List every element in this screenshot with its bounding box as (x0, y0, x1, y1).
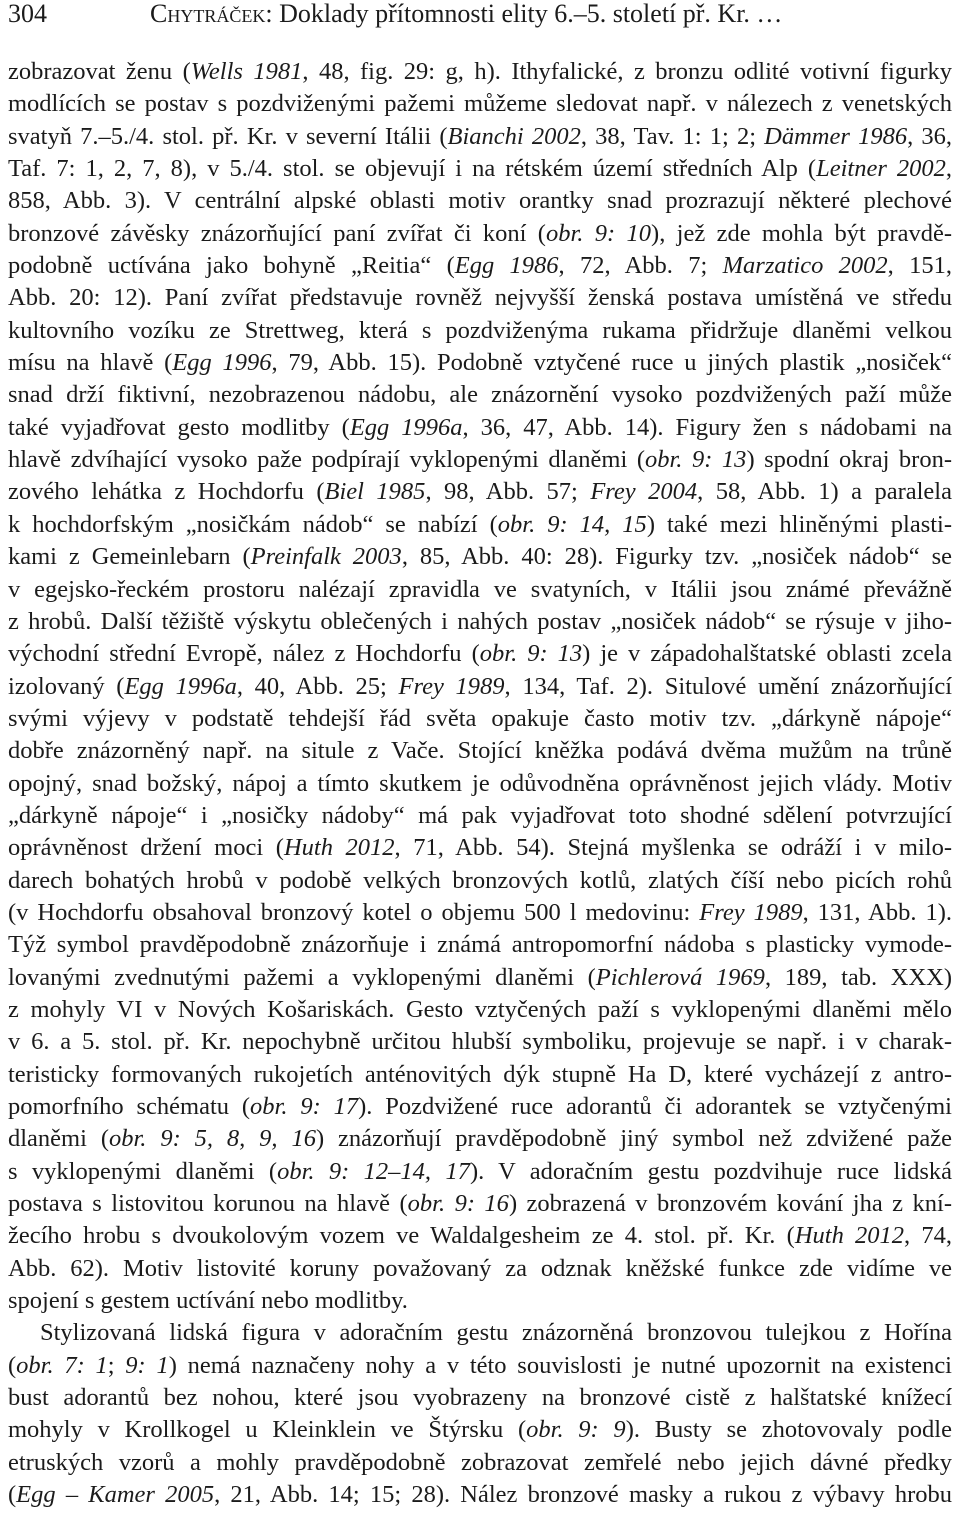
italic-reference: Preinfalk 2003 (250, 543, 402, 571)
italic-reference: obr. 9: 9 (526, 1416, 626, 1444)
text-run: snad drží fiktivní, nezobrazenou nádobu, ale znázornění vysoko pozdvižených paží může (8, 381, 952, 409)
text-line (8, 832, 952, 864)
text-run: , 74, (904, 1222, 952, 1250)
text-line (8, 1091, 952, 1123)
text-run: kultovního vozíku ze Strettweg, která s pozdviženýma rukama přidržuje dlaněmi velkou (8, 316, 952, 344)
italic-reference: obr. 7: 1 (16, 1351, 108, 1379)
text-run: ) znázorňují pravděpodobně jiný symbol než zdvižené paže (315, 1125, 952, 1153)
text-run: , (945, 155, 952, 183)
text-run: , 48, fig. 29: g, h). Ithyfalické, z bronzu odlité votivní figurky (302, 58, 952, 85)
text-line (8, 800, 952, 832)
text-line (8, 768, 952, 800)
text-run: izolovaný ( (8, 672, 125, 700)
text-run: opojný, snad božský, nápoj a tímto skutkem je odůvodněna oprávněnost jejich vlády. Motiv (8, 769, 952, 797)
text-run: ) zobrazená v bronzovém kování jha z kní- (508, 1190, 952, 1218)
text-line (8, 282, 952, 314)
text-line (8, 1026, 952, 1058)
text-line (8, 1253, 952, 1285)
text-run: Abb. 20: 12). Paní zvířat představuje rovněž nejvyšší ženská postava umístěná ve středu (8, 284, 952, 312)
text-line (8, 671, 952, 703)
text-run: , 79, Abb. 15). Podobně vztyčené ruce u jiných plastik „nosiček“ (271, 349, 952, 377)
text-run: (v Hochdorfu obsahoval bronzový kotel o objemu 500 l medovinu: (8, 898, 700, 926)
text-run: teristicky formovaných rukojetích anténovitých dýk stupně Ha D, které vycházejí z antro- (8, 1060, 952, 1088)
text-run: , 38, Tav. 1: 1; 2; (580, 122, 765, 150)
text-line (8, 1123, 952, 1155)
running-header (0, 0, 960, 30)
article-body (8, 56, 952, 1511)
page-number: 304 (8, 0, 47, 28)
text-line (8, 412, 952, 444)
running-title-text: : Doklady přítomnosti elity 6.–5. století př. Kr. … (265, 0, 783, 28)
text-line (8, 1059, 952, 1091)
text-line (8, 444, 952, 476)
text-line (8, 1382, 952, 1414)
text-run: východní střední Evropě, nález z Hochdorfu ( (8, 640, 480, 668)
italic-reference: 9: 1 (125, 1351, 169, 1379)
text-line (8, 865, 952, 897)
text-run: z hrobů. Další těžiště výskytu oblečených i nahých postav „nosiček nádob“ se rýsuje v jiho- (8, 607, 952, 635)
text-run: zového lehátka z Hochdorfu ( (8, 478, 325, 506)
text-run: také vyjadřovat gesto modlitby ( (8, 413, 350, 441)
text-run: s vyklopenými dlaněmi ( (8, 1157, 278, 1185)
italic-reference: obr. 9: 5, 8, 9, 16 (108, 1125, 316, 1153)
text-line (8, 509, 952, 541)
text-line (8, 897, 952, 929)
italic-reference: obr. 9: 10 (545, 219, 652, 247)
text-run: ; (107, 1351, 126, 1379)
text-run: , 98, Abb. 57; (425, 478, 591, 506)
text-run: ). V adoračním gestu pozdvihuje ruce lidská (469, 1157, 952, 1185)
text-line (8, 1350, 952, 1382)
text-run: podobně uctívána jako bohyně „Reitia“ ( (8, 252, 455, 280)
text-run: k hochdorfským „nosičkám nádob“ se nabízí ( (8, 510, 498, 538)
text-line (8, 88, 952, 120)
text-run: , 151, (887, 252, 952, 280)
text-run: ), jež zde mohla být pravdě- (651, 219, 952, 247)
text-run: ). Pozdvižené ruce adorantů či adorantek se vztyčenými (358, 1093, 952, 1120)
text-line (8, 1414, 952, 1446)
text-line (8, 1220, 952, 1252)
text-run: , 21, Abb. 14; 15; 28). Nález bronzové masky a rukou z výbavy hrobu (214, 1481, 952, 1509)
text-run: , 36, (907, 122, 952, 150)
text-run: v 6. a 5. stol. př. Kr. nepochybně určitou hlubší symboliku, projevuje se např. i v charak- (8, 1028, 952, 1056)
text-run: dlaněmi ( (8, 1125, 109, 1153)
text-run: postava s listovitou korunou na hlavě ( (8, 1190, 408, 1218)
text-run: kami z Gemeinlebarn ( (8, 543, 251, 571)
italic-reference: Egg 1996a (349, 413, 463, 441)
text-line (8, 606, 952, 638)
text-line (8, 541, 952, 573)
text-run: etruských vzorů a mohly pravděpodobně zobrazovat zemřelé nebo jejich dávné předky (8, 1448, 952, 1476)
text-run: 858, Abb. 3). V centrální alpské oblasti motiv orantky snad prozrazují některé plechové (8, 187, 952, 215)
italic-reference: Frey 2004 (590, 478, 698, 506)
italic-reference: Leitner 2002 (816, 155, 946, 183)
text-line (8, 574, 952, 606)
text-line (8, 185, 952, 217)
text-run: ( (8, 1481, 17, 1509)
text-run: zobrazovat ženu ( (8, 58, 191, 85)
text-line (8, 1156, 952, 1188)
italic-reference: Dämmer 1986 (764, 122, 908, 150)
text-run: oprávněnost držení moci ( (8, 834, 284, 862)
text-run: svatyň 7.–5./4. stol. př. Kr. v severní Itálii ( (8, 122, 448, 150)
italic-reference: Biel 1985 (324, 478, 426, 506)
text-line (8, 347, 952, 379)
italic-reference: Wells 1981 (190, 58, 303, 85)
text-run: ( (8, 1351, 17, 1379)
text-run: svými výjevy v podstatě tehdejší řád světa opakuje často motiv tzv. „dárkyně nápoje“ (8, 704, 952, 732)
italic-reference: Egg – Kamer 2005 (16, 1481, 215, 1509)
text-line (8, 315, 952, 347)
italic-reference: obr. 9: 12–14, 17 (277, 1157, 470, 1185)
text-run: , 85, Abb. 40: 28). Figurky tzv. „nosiček nádob“ se (401, 543, 952, 571)
text-run: dobře znázorněný např. na situle z Vače. Stojící kněžka podává dvěma mužům na trůně (8, 737, 952, 765)
text-line (8, 56, 952, 88)
italic-reference: obr. 9: 14, 15 (497, 510, 647, 538)
text-run: „dárkyně nápoje“ i „nosičky nádoby“ má pak vyjadřovat toto shodné sdělení potvrzující (8, 801, 952, 829)
text-line (8, 1447, 952, 1479)
text-run: Taf. 7: 1, 2, 7, 8), v 5./4. stol. se objevují i na rétském území středních Alp ( (8, 155, 817, 183)
italic-reference: Frey 1989 (699, 898, 803, 926)
text-run: darech bohatých hrobů v podobě velkých bronzových kotlů, zlatých číší nebo picích rohů (8, 866, 952, 894)
italic-reference: Egg 1986 (454, 252, 559, 280)
text-run: bronzové závěsky znázorňující paní zvířat či koní ( (8, 219, 546, 247)
italic-reference: Egg 1996a (124, 672, 237, 700)
text-line (8, 994, 952, 1026)
text-run: hlavě zdvíhající vysoko paže podpírají vyklopenými dlaněmi ( (8, 446, 645, 474)
running-title (150, 0, 782, 28)
text-run: ) spodní okraj bron- (746, 446, 952, 474)
text-line (8, 1188, 952, 1220)
text-run: , 36, 47, Abb. 14). Figury žen s nádobami na (462, 413, 952, 441)
italic-reference: Pichlerová 1969 (595, 963, 765, 991)
text-run: bust adorantů bez nohou, které jsou vyobrazeny na bronzové cistě z halštatské knížecí (8, 1384, 952, 1412)
text-line (8, 121, 952, 153)
text-line (8, 929, 952, 961)
text-run: , 58, Abb. 1) a paralela (697, 478, 952, 506)
text-run: spojení s gestem uctívání nebo modlitby. (8, 1287, 408, 1315)
text-line (8, 218, 952, 250)
text-run: z mohyly VI v Nových Košariskách. Gesto vztyčených paží s vyklopenými dlaněmi mělo (8, 995, 952, 1023)
text-run: žecího hrobu s dvoukolovým vozem ve Waldalgesheim ze 4. stol. př. Kr. ( (8, 1222, 795, 1250)
text-run: , 131, Abb. 1). (802, 898, 952, 926)
text-run: , 71, Abb. 54). Stejná myšlenka se odráží i v milo- (394, 834, 952, 862)
text-line (8, 638, 952, 670)
text-run: pomorfního schématu ( (8, 1093, 251, 1120)
italic-reference: Bianchi 2002 (447, 122, 581, 150)
text-line (8, 962, 952, 994)
text-run: ). Busty se zhotovovaly podle (625, 1416, 952, 1444)
running-title-author: Chytráček (150, 0, 266, 28)
text-line (8, 153, 952, 185)
italic-reference: Huth 2012 (794, 1222, 905, 1250)
text-run: , 134, Taf. 2). Situlové umění znázorňující (504, 672, 952, 700)
paragraph (8, 1317, 952, 1511)
text-run: ) také mezi hliněnými plasti- (646, 510, 952, 538)
italic-reference: Frey 1989 (398, 672, 505, 700)
text-line (8, 379, 952, 411)
italic-reference: obr. 9: 13 (644, 446, 747, 474)
text-line (8, 735, 952, 767)
text-line (8, 1285, 952, 1317)
italic-reference: Huth 2012 (283, 834, 395, 862)
italic-reference: Egg 1996 (172, 349, 272, 377)
text-line (8, 1317, 952, 1349)
text-run: ) nemá naznačeny nohy a v této souvislosti je nutné upozornit na existenci (168, 1351, 952, 1379)
text-run: Týž symbol pravděpodobně znázorňuje i známá antropomorfní nádoba s plasticky vymode- (8, 931, 952, 959)
text-run: , 72, Abb. 7; (558, 252, 723, 280)
text-line (8, 476, 952, 508)
italic-reference: Marzatico 2002 (722, 252, 888, 280)
text-run: Stylizovaná lidská figura v adoračním gestu znázorněná bronzovou tulejkou z Hořína (40, 1319, 952, 1347)
text-line (8, 250, 952, 282)
italic-reference: obr. 9: 16 (407, 1190, 509, 1218)
text-run: mohyly v Krollkogel u Kleinklein ve Štýrsku ( (8, 1416, 527, 1444)
text-line (8, 703, 952, 735)
text-run: mísu na hlavě ( (8, 349, 173, 377)
paragraph (8, 56, 952, 1317)
text-run: Abb. 62). Motiv listovité koruny považovaný za odznak kněžské funkce zde vidíme ve (8, 1254, 952, 1282)
text-line (8, 1479, 952, 1511)
text-run: modlících se postav s pozdviženými pažemi můžeme sledovat např. v nálezech z venetských (8, 90, 952, 118)
italic-reference: obr. 9: 17 (250, 1093, 359, 1120)
italic-reference: obr. 9: 13 (479, 640, 583, 668)
text-run: v egejsko-řeckém prostoru nalézají zpravidla ve svatyních, v Itálii jsou známé převážně (8, 575, 952, 603)
text-run: , 40, Abb. 25; (236, 672, 399, 700)
text-run: ) je v západohalštatské oblasti zcela (582, 640, 952, 668)
text-run: lovanými zvednutými pažemi a vyklopenými dlaněmi ( (8, 963, 596, 991)
text-run: , 189, tab. XXX) (764, 963, 952, 991)
